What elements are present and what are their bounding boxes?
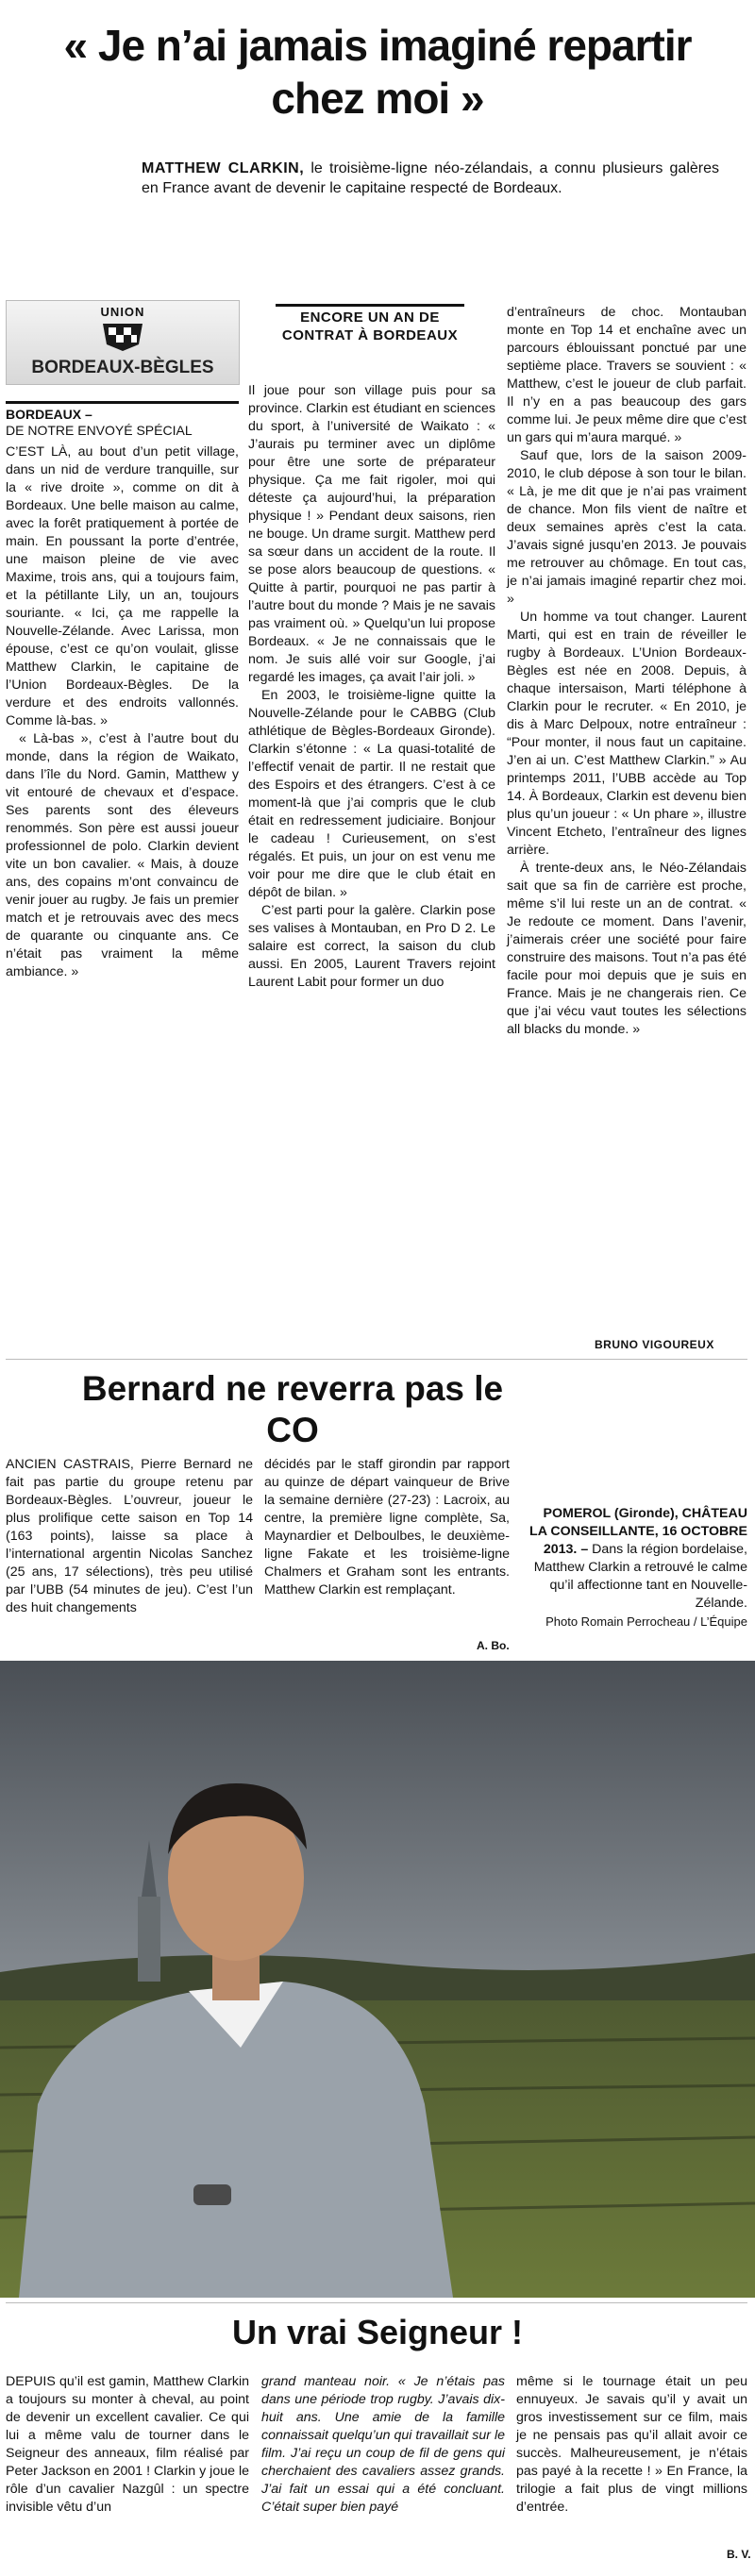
club-logo xyxy=(6,300,240,385)
signature: A. Bo. xyxy=(477,1639,510,1652)
shield-icon xyxy=(101,320,144,352)
standfirst-text: le troisième-ligne néo-zélandais, a connu plusieurs galères en France avant de devenir le capitaine respecté de Bordeaux. xyxy=(142,160,719,196)
logo-top-text: UNION xyxy=(100,305,145,319)
seigneur-column-2: grand manteau noir. « Je n’étais pas dans une période trop rugby. J’avais dix-huit ans. Une amie de la famille connaissait quelqu’un qui travaillait sur le film. J’ai reçu un coup de fil de gens qui cherchaient des cavaliers assez grands. J’ai fait un essai qui a été concluant. C’était super bien payé xyxy=(261,2374,505,2515)
section-headline: Un vrai Seigneur ! xyxy=(231,2313,524,2351)
standfirst xyxy=(142,159,719,198)
article-column-1 xyxy=(6,443,239,981)
signature: B. V. xyxy=(727,2548,751,2561)
paragraph: C’EST LÀ, au bout d’un petit village, dans un nid de verdure tranquille, sur la « rive droite », comme on dit à Bordeaux. Une belle maison au calme, avec la forêt pratiquement à portée de main. En poussant la porte d’entrée, une maison pleine de vie avec Maxime, trois ans, qui a toujours faim, et la pétillante Lily, un an, toujours souriante. « Ici, ça me rappelle la Nouvelle-Zélande. Avec Larissa, mon épouse, c’est ce qu’on voulait, glisse Matthew Clarkin, le capitaine de l’Union Bordeaux-Bègles. De la verdure et des endroits vallonnés. Comme là-bas. » xyxy=(6,444,239,728)
section-headline: Bernard ne reverra pas le CO xyxy=(81,1369,504,1449)
photo-credit: Photo Romain Perrocheau / L’Équipe xyxy=(545,1614,747,1629)
paragraph: Un homme va tout changer. Laurent Marti, qui est en train de réveiller le rugby à Bordeaux. L’Union Bordeaux-Bègles est née en 2008. Depuis, à chaque intersaison, Marti téléphone à Clarkin pour le recruter. « En 2010, je dis à Marc Delpoux, notre entraîneur : “Pour monter, il nous faut un capitaine. J’en ai un. C’est Matthew Clarkin.” » Au printemps 2011, l’UBB accède au Top 14. À Bordeaux, Clarkin est devenu bien plus qu’un joueur : « Un phare », illustre Vincent Etcheto, l’entraîneur des lignes arrière. xyxy=(507,610,747,858)
sidebar-heading: ENCORE UN AN DE CONTRAT À BORDEAUX xyxy=(276,304,464,344)
dateline-sub: DE NOTRE ENVOYÉ SPÉCIAL xyxy=(6,423,193,438)
divider xyxy=(6,1359,747,1360)
paragraph: Sauf que, lors de la saison 2009-2010, le club dépose à son tour le bilan. « Là, je me dit que je n’ai pas vraiment de chance. Mon fils vient de naître et deux semaines après c’est la cata. J’avais signé jusqu’en 2013. Je pouvais me retrouver au chômage. En tout cas, je n’ai jamais imaginé repartir chez moi. » xyxy=(507,448,747,607)
article-column-2 xyxy=(248,382,495,992)
divider xyxy=(6,2302,747,2303)
bernard-column-1: ANCIEN CASTRAIS, Pierre Bernard ne fait pas partie du groupe retenu par Bordeaux-Bègles. L’ouvreur, joueur le plus prolifique cette saison en Top 14 (163 points), laisse sa place à l’international argentin Nicolas Sanchez (25 ans, 17 sélections), très peu utilisé par l’UBB (54 minutes de jeu). C’est l’un des huit changements xyxy=(6,1457,253,1615)
article-column-3 xyxy=(507,304,747,1039)
seigneur-column-3: même si le tournage était un peu ennuyeux. Je savais qu’il y avait un gros investissement sur ce film, mais je ne pensais pas qu’il allait avoir ce succès. Malheureusement, je n’étais pas payé à la recette ! » En France, la trilogie a fait plus de vingt millions d’entrée. xyxy=(516,2374,747,2515)
portrait-photo xyxy=(0,1661,755,2298)
photo-caption xyxy=(524,1505,747,1631)
dateline-place: BORDEAUX – xyxy=(6,407,92,422)
article-headline: « Je n’ai jamais imaginé repartir chez moi » xyxy=(63,21,692,123)
paragraph: En 2003, le troisième-ligne quitte la Nouvelle-Zélande pour le CABBG (Club athlétique de Bègles-Bordeaux Gironde). Clarkin s’étonne : « La quasi-totalité de l’effectif venait de partir. Il ne restait que des Espoirs et des étrangers. C’est à ce moment-là que j’ai compris que le club était en redressement judiciaire. Bonjour le cadeau ! Curieusement, on s’est régalés. Et puis, un jour on est venu me voir pour me dire que le club était en dépôt de bilan. » xyxy=(248,688,495,900)
dateline xyxy=(6,401,239,439)
paragraph: Il joue pour son village puis pour sa province. Clarkin est étudiant en sciences du sport, à l’université de Waikato : « J’aurais pu terminer avec un diplôme pour être une sorte de préparateur physique. Ça me fait rigoler, moi qui déteste ça aujourd’hui, la préparation physique ! » Pendant deux saisons, rien ne bouge. Un drame surgit. Matthew perd sa sœur dans un accident de la route. Il se pose alors beaucoup de questions. « Quitte à partir, pourquoi ne pas partir à l’autre bout du monde ? Mais je ne savais pas vraiment où. » Quelqu’un lui propose Bordeaux. « Je ne connaissais que le nom. Je suis allé voir sur Google, j’ai regardé les images, ça avait l’air joli. » xyxy=(248,383,495,685)
standfirst-name: MATTHEW CLARKIN, xyxy=(142,160,305,176)
caption-text: Dans la région bordelaise, Matthew Clarkin a retrouvé le calme qu’il affectionne tant en Nouvelle-Zélande. xyxy=(533,1542,747,1611)
byline: BRUNO VIGOUREUX xyxy=(595,1338,714,1351)
bernard-column-2: décidés par le staff girondin par rapport au quinze de départ vainqueur de Brive la semaine dernière (27-23) : Lacroix, au centre, la première ligne complète, Sa, Maynardier et Delboulbes, le deuxième-ligne Fakate et les troisième-ligne Chalmers et Graham sont les entrants. Matthew Clarkin est remplaçant. xyxy=(264,1457,510,1597)
caption-place: POMEROL (Gironde), CHÂTEAU LA CONSEILLANTE, 16 OCTOBRE 2013. – xyxy=(529,1506,747,1557)
logo-bottom-text: BORDEAUX-BÈGLES xyxy=(31,358,214,377)
seigneur-column-1: DEPUIS qu’il est gamin, Matthew Clarkin a toujours su monter à cheval, au point de devenir un excellent cavalier. Ce qui lui a même valu de tourner dans le Seigneur des anneaux, film réalisé par Peter Jackson en 2001 ! Clarkin y joue le rôle d’un cavalier Nazgûl : un spectre invisible vêtu d’un xyxy=(6,2374,249,2515)
paragraph: d’entraîneurs de choc. Montauban monte en Top 14 et enchaîne avec un parcours éblouissant ponctué par une septième place. Travers se souvient : « Matthew, c’est le joueur de club parfait. Il n’y en a pas beaucoup des gars comme lui. Je peux même dire que c’est un gars qui m’aura marqué. » xyxy=(507,305,747,445)
photo-image xyxy=(0,1661,755,2298)
paragraph: C’est parti pour la galère. Clarkin pose ses valises à Montauban, en Pro D 2. Le salaire est correct, la saison du club aussi. En 2005, Laurent Travers rejoint Laurent Labit pour former un duo xyxy=(248,903,495,990)
paragraph: À trente-deux ans, le Néo-Zélandais sait que sa fin de carrière est proche, même s’il lui reste un an de contrat. « Je redoute ce moment. Dans l’avenir, j’aimerais créer une société pour faire construire des maisons. Tout n’a pas été facile pour moi depuis que je suis en France. Mais je ne changerais rien. Ce que j’ai vécu vaut toutes les sélections all blacks du monde. » xyxy=(507,861,747,1037)
paragraph: « Là-bas », c’est à l’autre bout du monde, dans la région de Waikato, dans l’île du Nord. Gamin, Matthew y vit entouré de chevaux et d’espace. Ses parents sont des éleveurs renommés. Son père est aussi joueur professionnel de polo. Clarkin devient vite un bon cavalier. « Mais, à douze ans, des copains m’ont convaincu de venir jouer au rugby. Je fais un premier match et je retrouvais avec des mecs de quarante ou cinquante ans. Ce n’était pas vraiment la même ambiance. » xyxy=(6,731,239,979)
